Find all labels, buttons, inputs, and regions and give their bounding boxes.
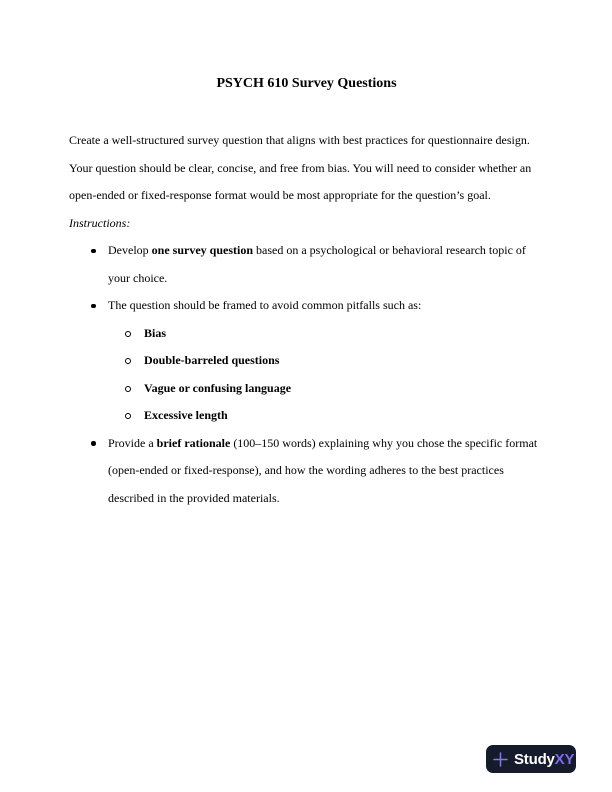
- text-run-bold: one survey question: [151, 243, 253, 257]
- sub-list-item-text: Double-barreled questions: [144, 353, 280, 367]
- bullet-circle-icon: [125, 358, 131, 364]
- document-content: [69, 68, 544, 512]
- blank-line: [69, 100, 544, 127]
- sub-list-item-vague-language: [69, 375, 544, 403]
- sub-list-item-text: Excessive length: [144, 408, 228, 422]
- bullet-circle-icon: [125, 386, 131, 392]
- bullet-circle-icon: [125, 413, 131, 419]
- list-item-pitfalls: [69, 292, 544, 320]
- plus-icon: [492, 751, 509, 768]
- studyxy-logo-badge: [486, 745, 576, 773]
- sub-list-item-text: Vague or confusing language: [144, 380, 292, 395]
- instructions-label: Instructions:: [69, 215, 131, 230]
- sub-list-item-excessive-length: [69, 402, 544, 430]
- page-title: PSYCH 610 Survey Questions: [216, 76, 397, 91]
- text-run: based on a psychological or behavioral research topic of your choice.: [108, 243, 526, 285]
- list-item-text: [108, 436, 537, 505]
- bullet-dot-icon: [91, 249, 96, 254]
- bullet-dot-icon: [91, 441, 96, 446]
- list-item-text: The question should be framed to avoid common pitfalls such as:: [108, 298, 422, 312]
- list-item-develop: [69, 237, 544, 292]
- sub-list-item-bias: [69, 320, 544, 348]
- sub-list-item-text: Bias: [144, 325, 167, 340]
- text-run: (100–150 words) explaining why you chose the specific format (open-ended or fixed-response), and how the wording adheres to the best practices described in the provided materials.: [108, 435, 538, 505]
- brand-xy: XY: [554, 750, 575, 768]
- bullet-circle-icon: [125, 331, 131, 337]
- sub-list-item-double-barreled: [69, 347, 544, 375]
- brand-wordmark: [514, 751, 574, 768]
- list-item-rationale: [69, 430, 544, 513]
- text-run-bold: brief rationale: [156, 435, 231, 450]
- bullet-dot-icon: [91, 304, 96, 309]
- text-run: Provide a: [108, 435, 157, 450]
- text-run: Develop: [108, 243, 152, 257]
- brand-study: Study: [514, 750, 555, 768]
- intro-paragraph: Create a well-structured survey question that aligns with best practices for questionnaire design. Your question should be clear, concise, and free from bias. You will need to consider whether an open-ended or fixed-response format would be most appropriate for the question’s goal.: [69, 133, 532, 202]
- list-item-text: [108, 243, 526, 285]
